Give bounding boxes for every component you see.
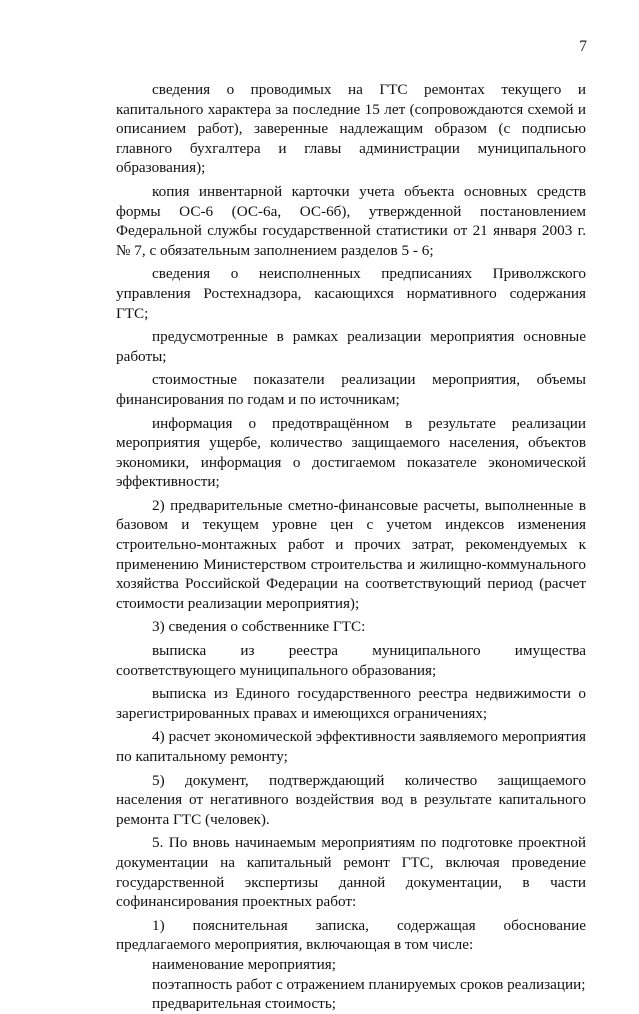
paragraph-real-estate-register: выписка из Единого государственного реестра недвижимости о зарегистрированных правах и имеющихся ограничениях; (116, 685, 586, 722)
paragraph-explanatory-note: 1) пояснительная записка, содержащая обоснование предлагаемого мероприятия, включающая в том числе: (116, 916, 586, 954)
paragraph-main-works: предусмотренные в рамках реализации мероприятия основные работы; (116, 328, 586, 365)
paragraph-municipal-register: выписка из реестра муниципального имущества соответствующего муниципального образования; (116, 642, 586, 679)
paragraph-new-design-works: 5. По вновь начинаемым мероприятиям по подготовке проектной документации на капитальный ремонт ГТС, включая проведение государственной экспертизы данной документации, в части софинансирования проектных работ: (116, 834, 586, 911)
paragraph-work-stages: поэтапность работ с отражением планируемых сроков реализации; (152, 975, 586, 993)
paragraph-inventory-card: копия инвентарной карточки учета объекта основных средств формы ОС-6 (ОС-6а, ОС-6б), утвержденной постановлением Федеральной службы государственной статистики от 21 января 2003 г. № 7, с обязательным заполнением разделов 5 - 6; (116, 182, 586, 259)
paragraph-prevented-damage: информация о предотвращённом в результате реализации мероприятия ущербе, количество защищаемого населения, объектов экономики, информация о достигаемом показателе экономической эффективности; (116, 414, 586, 491)
page-number: 7 (579, 38, 587, 55)
paragraph-cost-indicators: стоимостные показатели реализации мероприятия, объемы финансирования по годам и по источникам; (116, 371, 586, 408)
document-body (116, 80, 586, 1014)
paragraph-protected-population: 5) документ, подтверждающий количество защищаемого населения от негативного воздействия вод в результате капитального ремонта ГТС (человек). (116, 771, 586, 828)
paragraph-preliminary-cost: предварительная стоимость; (152, 995, 336, 1013)
paragraph-measure-name: наименование мероприятия; (152, 955, 336, 973)
paragraph-owner-info: 3) сведения о собственнике ГТС: (152, 618, 366, 636)
paragraph-repairs-info: сведения о проводимых на ГТС ремонтах текущего и капитального характера за последние 15 лет (сопровождаются схемой и описанием работ), заверенные надлежащим образом (с подписью главного бухгалтера и главы администрации муниципального образования); (116, 81, 586, 177)
paragraph-unfulfilled-orders: сведения о неисполненных предписаниях Приволжского управления Ростехнадзора, касающихся нормативного содержания ГТС; (116, 265, 586, 322)
paragraph-cost-estimates: 2) предварительные сметно-финансовые расчеты, выполненные в базовом и текущем уровне цен с учетом индексов изменения строительно-монтажных работ и прочих затрат, рекомендуемых к применению Министерством строительства и жилищно-коммунального хозяйства Российской Федерации на соответствующий период (расчет стоимости реализации мероприятия); (116, 496, 586, 612)
paragraph-economic-efficiency: 4) расчет экономической эффективности заявляемого мероприятия по капитальному ремонту; (116, 728, 586, 765)
